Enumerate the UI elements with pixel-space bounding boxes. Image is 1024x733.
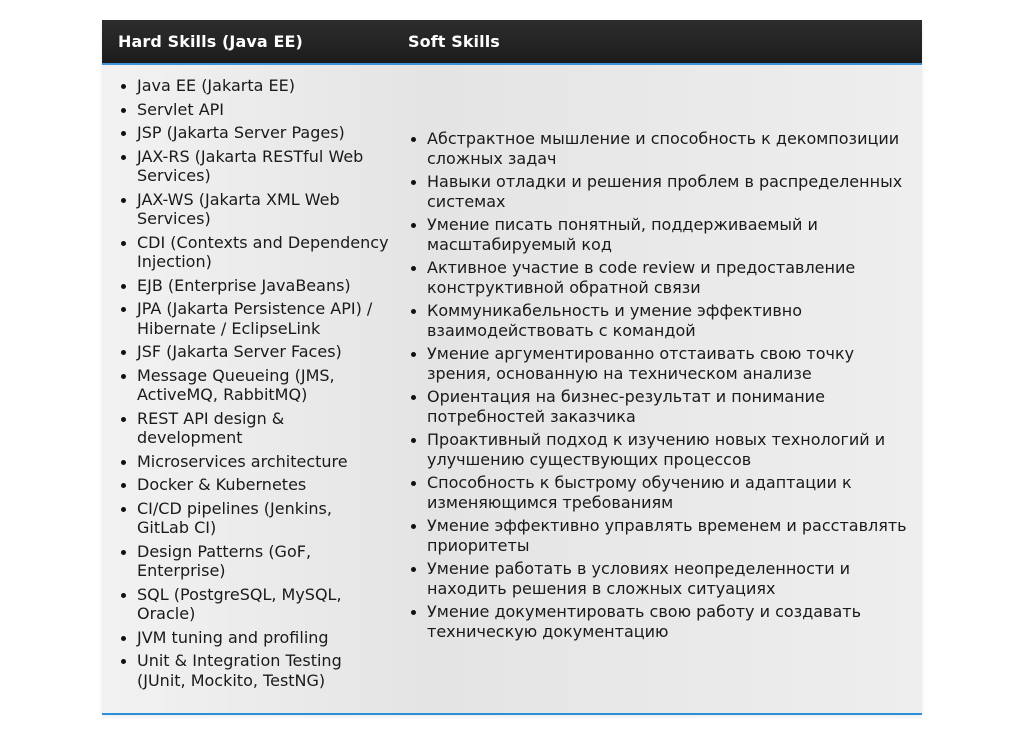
hard-skill-item <box>119 366 389 405</box>
hard-skills-column <box>119 76 389 694</box>
skills-table <box>102 20 922 715</box>
bullet-icon <box>411 481 416 486</box>
soft-skill-item <box>409 129 909 168</box>
hard-skills-heading: Hard Skills (Java EE) <box>118 32 303 51</box>
soft-skills-heading: Soft Skills <box>408 32 500 51</box>
hard-skill-item <box>119 452 389 472</box>
soft-skill-item <box>409 473 909 512</box>
hard-skill-item <box>119 123 389 143</box>
bullet-icon <box>411 223 416 228</box>
bullet-icon <box>121 507 126 512</box>
soft-skill-item <box>409 430 909 469</box>
soft-skill-item <box>409 258 909 297</box>
soft-skill-item <box>409 387 909 426</box>
hard-skill-item-text: Docker & Kubernetes <box>137 475 307 494</box>
bullet-icon <box>121 131 126 136</box>
bullet-icon <box>411 137 416 142</box>
soft-skill-item-text: Умение документировать свою работу и создавать техническую документацию <box>427 602 862 641</box>
hard-skill-item <box>119 542 389 581</box>
bullet-icon <box>411 266 416 271</box>
hard-skill-item-text: JSF (Jakarta Server Faces) <box>137 342 342 361</box>
hard-skill-item-text: JVM tuning and profiling <box>137 627 329 647</box>
soft-skill-item-text: Коммуникабельность и умение эффективно взаимодействовать с командой <box>427 301 803 340</box>
soft-skills-column <box>409 129 909 645</box>
bullet-icon <box>121 593 126 598</box>
bullet-icon <box>411 567 416 572</box>
bullet-icon <box>411 352 416 357</box>
soft-skill-item <box>409 344 909 383</box>
bullet-icon <box>411 309 416 314</box>
bullet-icon <box>121 350 126 355</box>
hard-skill-item-text: Design Patterns (GoF, Enterprise) <box>137 541 312 580</box>
soft-skill-item <box>409 516 909 555</box>
hard-skill-item <box>119 147 389 186</box>
soft-skill-item-text: Активное участие в code review и предоставление конструктивной обратной связи <box>427 258 856 297</box>
hard-skill-item-text: JPA (Jakarta Persistence API) / Hibernate / EclipseLink <box>137 299 373 338</box>
soft-skill-item <box>409 215 909 254</box>
bullet-icon <box>121 659 126 664</box>
hard-skill-item <box>119 342 389 362</box>
bullet-icon <box>121 550 126 555</box>
hard-skill-item <box>119 499 389 538</box>
hard-skill-item-text: CDI (Contexts and Dependency Injection) <box>137 232 389 271</box>
hard-skill-item-text: Java EE (Jakarta EE) <box>137 76 295 95</box>
hard-skill-item-text: JAX-RS (Jakarta RESTful Web Services) <box>137 146 364 185</box>
bullet-icon <box>121 417 126 422</box>
bullet-icon <box>411 395 416 400</box>
bullet-icon <box>411 438 416 443</box>
hard-skill-item <box>119 651 389 690</box>
hard-skill-item-text: EJB (Enterprise JavaBeans) <box>137 275 351 295</box>
hard-skill-item <box>119 190 389 229</box>
soft-skill-item <box>409 602 909 641</box>
hard-skill-item <box>119 299 389 338</box>
hard-skill-item <box>119 276 389 296</box>
hard-skill-item-text: Message Queueing (JMS, ActiveMQ, RabbitMQ) <box>137 365 335 404</box>
hard-skill-item <box>119 76 389 96</box>
soft-skill-item-text: Умение аргументированно отстаивать свою точку зрения, основанную на техническом анализе <box>427 344 855 383</box>
bullet-icon <box>121 241 126 246</box>
hard-skill-item-text: CI/CD pipelines (Jenkins, GitLab CI) <box>137 498 332 537</box>
hard-skill-item <box>119 409 389 448</box>
hard-skill-item-text: Microservices architecture <box>137 451 348 471</box>
soft-skill-item-text: Абстрактное мышление и способность к декомпозиции сложных задач <box>427 129 900 168</box>
hard-skill-item-text: Unit & Integration Testing (JUnit, Mockito, TestNG) <box>137 651 342 690</box>
bullet-icon <box>121 284 126 289</box>
soft-skill-item-text: Умение эффективно управлять временем и расставлять приоритеты <box>427 516 907 555</box>
hard-skill-item-text: REST API design & development <box>137 408 285 447</box>
hard-skill-item-text: JAX-WS (Jakarta XML Web Services) <box>137 189 340 228</box>
bullet-icon <box>411 524 416 529</box>
bullet-icon <box>121 108 126 113</box>
bullet-icon <box>121 307 126 312</box>
table-header <box>102 20 922 65</box>
hard-skill-item <box>119 475 389 495</box>
soft-skill-item-text: Умение работать в условиях неопределенности и находить решения в сложных ситуациях <box>427 559 851 598</box>
bullet-icon <box>411 180 416 185</box>
hard-skill-item-text: Servlet API <box>137 99 225 119</box>
soft-skill-item-text: Способность к быстрому обучению и адаптации к изменяющимся требованиям <box>427 473 852 512</box>
hard-skills-list <box>119 76 389 690</box>
hard-skill-item <box>119 585 389 624</box>
hard-skill-item <box>119 233 389 272</box>
bullet-icon <box>121 198 126 203</box>
soft-skill-item <box>409 301 909 340</box>
bullet-icon <box>411 610 416 615</box>
hard-skill-item-text: JSP (Jakarta Server Pages) <box>137 123 345 142</box>
bullet-icon <box>121 483 126 488</box>
soft-skill-item-text: Ориентация на бизнес-результат и понимание потребностей заказчика <box>427 387 825 426</box>
soft-skills-list <box>409 129 909 641</box>
bullet-icon <box>121 84 126 89</box>
bullet-icon <box>121 155 126 160</box>
bullet-icon <box>121 460 126 465</box>
hard-skill-item-text: SQL (PostgreSQL, MySQL, Oracle) <box>137 584 342 623</box>
hard-skill-item <box>119 628 389 648</box>
bullet-icon <box>121 636 126 641</box>
soft-skill-item-text: Проактивный подход к изучению новых технологий и улучшению существующих процессов <box>427 430 886 469</box>
bullet-icon <box>121 374 126 379</box>
soft-skill-item <box>409 172 909 211</box>
soft-skill-item-text: Умение писать понятный, поддерживаемый и масштабируемый код <box>427 215 818 254</box>
soft-skill-item <box>409 559 909 598</box>
hard-skill-item <box>119 100 389 120</box>
soft-skill-item-text: Навыки отладки и решения проблем в распределенных системах <box>427 172 903 211</box>
